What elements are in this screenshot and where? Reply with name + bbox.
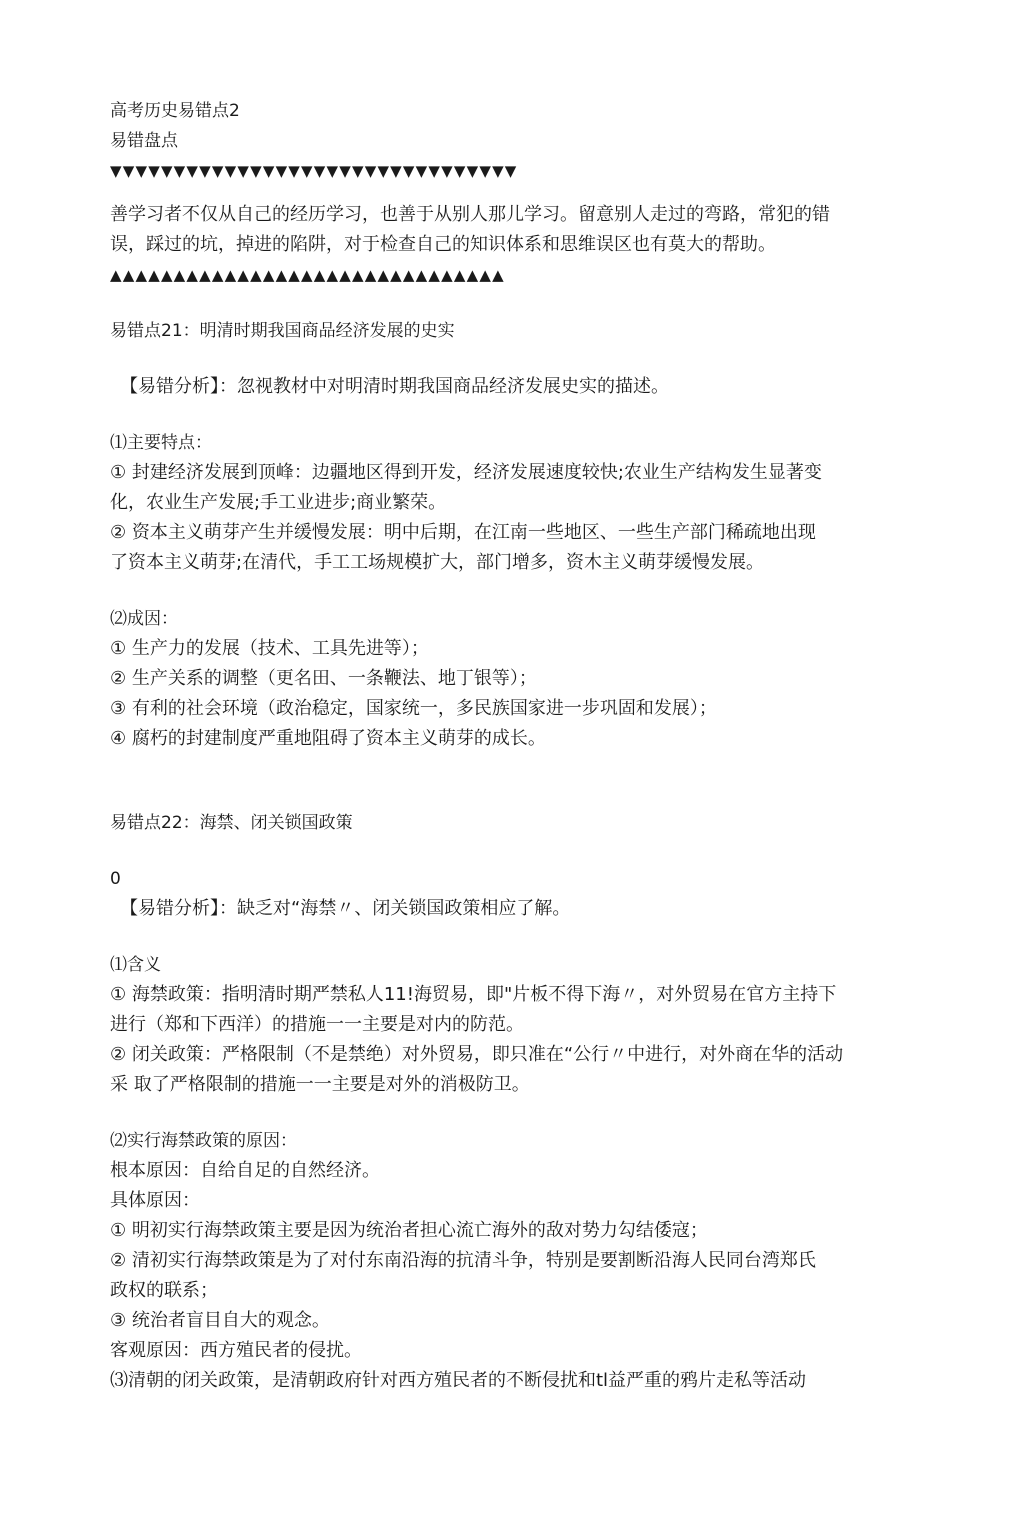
point21-features-title: ⑴主要特点： (110, 433, 212, 453)
point21-cause-line: ① 生产力的发展（技术、工具先进等）； (110, 638, 429, 659)
intro-line-2: 误，踩过的坑，掉进的陷阱，对于检查自己的知识体系和思维误区也有莫大的帮助。 (110, 234, 776, 255)
point21-cause-line: ② 生产关系的调整（更名田、一条鞭法、地丁银等）； (110, 668, 537, 689)
point22-meaning-line: 进行（郑和下西洋）的措施一一主要是对内的防范。 (110, 1014, 524, 1035)
document-page (110, 96, 930, 1396)
point22-meaning-line: 采 取了严格限制的措施一一主要是对外的消极防卫。 (110, 1074, 530, 1095)
point21-analysis: 【易错分析】：忽视教材中对明清时期我国商品经济发展史实的描述。 (120, 376, 669, 397)
point22-reason-line: 根本原因：自给自足的自然经济。 (110, 1160, 380, 1181)
point22-reasons-title: ⑵实行海禁政策的原因： (110, 1131, 297, 1151)
point21-feature-line: ① 封建经济发展到顶峰：边疆地区得到开发，经济发展速度较快;农业生产结构发生显著变 (110, 462, 822, 483)
triangle-down-divider: ▼▼▼▼▼▼▼▼▼▼▼▼▼▼▼▼▼▼▼▼▼▼▼▼▼▼▼▼▼▼▼▼ (110, 162, 518, 180)
point22-reason-line: ③ 统治者盲目自大的观念。 (110, 1310, 330, 1331)
intro-line-1: 善学习者不仅从自己的经历学习，也善于从别人那儿学习。留意别人走过的弯路，常犯的错 (110, 204, 830, 225)
point21-feature-line: 了资本主义萌芽;在清代，手工工场规模扩大，部门增多，资木主义萌芽缓慢发展。 (110, 552, 765, 573)
point21-cause-line: ③ 有利的社会环境（政治稳定，国家统一，多民族国家进一步巩固和发展）； (110, 698, 717, 719)
point22-reason-line: ② 清初实行海禁政策是为了对付东南沿海的抗清斗争，特别是要割断沿海人民同台湾郑氏 (110, 1250, 816, 1271)
point22-analysis: 【易错分析】：缺乏对“海禁〃、闭关锁国政策相应了解。 (120, 898, 571, 919)
point22-meaning-line: ② 闭关政策：严格限制（不是禁绝）对外贸易，即只准在“公行〃中进行，对外商在华的活动 (110, 1044, 844, 1065)
point22-meaning-title: ⑴含义 (110, 955, 161, 975)
point22-heading: 易错点22：海禁、闭关锁国政策 (110, 813, 353, 833)
point22-reason-line: ① 明初实行海禁政策主要是因为统治者担心流亡海外的敌对势力勾结倭寇； (110, 1220, 708, 1241)
point21-feature-line: 化，农业生产发展;手工业进步;商业繁荣。 (110, 492, 447, 513)
point21-heading: 易错点21：明清时期我国商品经济发展的史实 (110, 321, 455, 341)
point22-reason-line: 客观原因：西方殖民者的侵扰。 (110, 1340, 362, 1361)
point22-reason-line: 具体原因： (110, 1190, 200, 1211)
point22-meaning-line: ① 海禁政策：指明清时期严禁私人11!海贸易，即"片板不得下海〃，对外贸易在官方主持下 (110, 984, 837, 1005)
point22-zero: 0 (110, 869, 121, 889)
doc-subtitle: 易错盘点 (110, 131, 178, 151)
point21-feature-line: ② 资本主义萌芽产生并缓慢发展：明中后期，在江南一些地区、一些生产部门稀疏地出现 (110, 522, 816, 543)
point21-causes-title: ⑵成因： (110, 609, 178, 629)
point22-reason-line: ⑶清朝的闭关政策，是清朝政府针对西方殖民者的不断侵扰和tl益严重的鸦片走私等活动 (110, 1370, 807, 1391)
doc-title: 高考历史易错点2 (110, 101, 240, 121)
point22-reason-line: 政权的联系； (110, 1280, 218, 1301)
point21-cause-line: ④ 腐朽的封建制度严重地阻碍了资本主义萌芽的成长。 (110, 728, 546, 749)
triangle-up-divider: ▲▲▲▲▲▲▲▲▲▲▲▲▲▲▲▲▲▲▲▲▲▲▲▲▲▲▲▲▲▲▲ (110, 266, 505, 284)
